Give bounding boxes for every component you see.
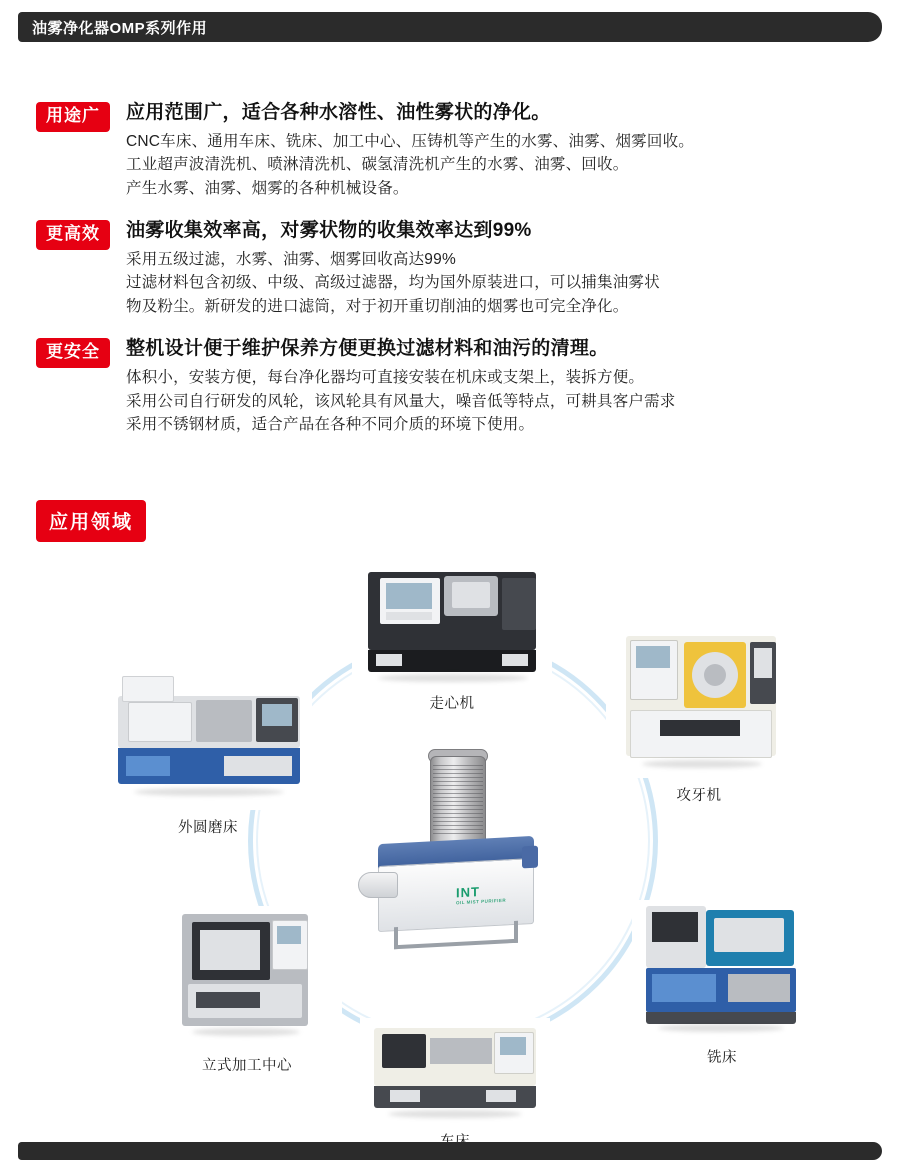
feature-heading: 应用范围广，适合各种水溶性、油性雾状的净化。 — [126, 102, 551, 123]
feature-line: CNC车床、通用车床、铣床、加工中心、压铸机等产生的水雾、油雾、烟雾回收。 — [126, 132, 694, 150]
purifier-handle — [522, 846, 538, 869]
feature-item — [36, 100, 876, 200]
feature-heading: 整机设计便于维护保养方便更换过滤材料和油污的清理。 — [126, 338, 609, 360]
feature-line: 物及粉尘。新研发的进口滤筒，对于初开重切削油的烟雾也可完全净化。 — [126, 297, 629, 315]
filter-cartridge — [430, 756, 486, 844]
feature-tag-badge: 更高效 — [36, 220, 110, 250]
equipment-node-swiss-lathe — [352, 558, 552, 713]
equipment-caption: 走心机 — [429, 696, 475, 712]
feature-line: 采用五级过滤，水雾、油雾、烟雾回收高达99% — [126, 250, 456, 268]
feature-line: 过滤材料包含初级、中级、高级过滤器，均为国外原装进口，可以捕集油雾状 — [126, 274, 660, 292]
oil-mist-purifier-illustration — [372, 756, 540, 946]
equipment-caption: 外圆磨床 — [178, 820, 238, 836]
purifier-inlet-duct — [358, 872, 398, 898]
feature-list — [36, 100, 876, 455]
page-footer-bar — [18, 1142, 882, 1160]
equipment-caption: 铣床 — [707, 1050, 737, 1066]
equipment-photo — [360, 1018, 550, 1124]
equipment-photo — [632, 900, 812, 1040]
equipment-caption: 立式加工中心 — [202, 1058, 292, 1074]
purifier-brand-text: INT — [456, 884, 480, 901]
equipment-photo — [352, 558, 552, 686]
equipment-node-lathe — [360, 1018, 550, 1151]
feature-line: 采用不锈钢材质，适合产品在各种不同介质的环境下使用。 — [126, 416, 535, 434]
equipment-node-cylindrical-grinder — [104, 670, 312, 837]
feature-line: 产生水雾、油雾、烟雾的各种机械设备。 — [126, 179, 409, 197]
feature-line: 体积小，安装方便，每台净化器均可直接安装在机床或支架上，装拆方便。 — [126, 369, 645, 387]
equipment-node-milling-machine — [632, 900, 812, 1067]
page-title: 油雾净化器OMP系列作用 — [32, 19, 208, 37]
feature-tag-badge: 更安全 — [36, 338, 110, 368]
equipment-photo — [104, 670, 312, 810]
feature-tag-badge: 用途广 — [36, 102, 110, 132]
feature-body — [126, 218, 876, 318]
equipment-photo — [606, 628, 792, 778]
feature-heading: 油雾收集效率高，对雾状物的收集效率达到99% — [126, 220, 532, 242]
application-domain-badge: 应用领域 — [36, 500, 146, 542]
feature-line: 采用公司自行研发的风轮，该风轮具有风量大，噪音低等特点，可耕具客户需求 — [126, 392, 676, 410]
purifier-brand-label — [456, 883, 506, 906]
equipment-node-vertical-machining-center — [152, 906, 342, 1075]
feature-body — [126, 100, 876, 200]
feature-body — [126, 336, 876, 436]
equipment-node-tapping-machine — [606, 628, 792, 805]
equipment-photo — [152, 906, 342, 1048]
application-diagram — [0, 548, 900, 1148]
feature-line: 工业超声波清洗机、喷淋清洗机、碳氢清洗机产生的水雾、油雾、回收。 — [126, 156, 629, 174]
page-header-bar — [18, 12, 882, 42]
purifier-brand-subtext: OIL MIST PURIFIER — [456, 897, 507, 906]
feature-item — [36, 218, 876, 318]
feature-item — [36, 336, 876, 436]
equipment-caption: 攻牙机 — [676, 788, 722, 804]
